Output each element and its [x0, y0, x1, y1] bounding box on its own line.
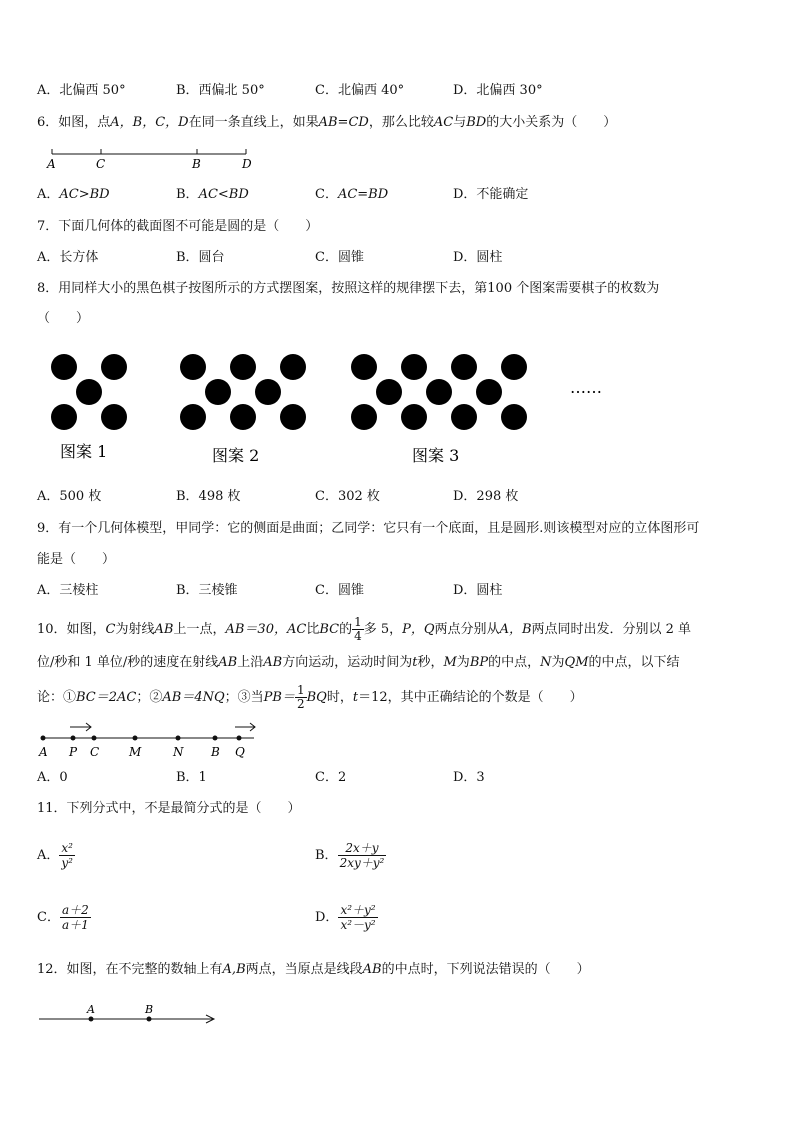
q8-chess-piece: [101, 404, 127, 430]
q8-chess-piece: [51, 354, 77, 380]
q9-stem-line2: 能是（ ）: [37, 552, 116, 567]
q10-fraction-half: $\frac{1}{2}$: [296, 683, 305, 711]
q8-chess-piece: [351, 404, 377, 430]
q6-points: A，B，C，D: [110, 115, 189, 130]
q11-fraction-a: $\frac{\text{x²}}{\text{y²}}$: [61, 841, 73, 870]
q9-stem-line1: 9．有一个几何体模型，甲同学：它的侧面是曲面；乙同学：它只有一个底面，且是圆形.则该模型对应的立体图形可: [37, 521, 700, 536]
q8-chess-piece: [230, 354, 256, 380]
q6-label-d: D: [242, 157, 252, 171]
q5-option-c: C．北偏西 40°: [315, 83, 405, 98]
q10-label-c: C: [90, 745, 100, 759]
q6-stem: [37, 115, 616, 131]
q8-chess-piece: [280, 354, 306, 380]
q10-label-m: M: [129, 745, 142, 759]
q7-option-b: B．圆台: [176, 250, 225, 265]
q8-pattern-figure: [40, 345, 640, 475]
q8-chess-piece: [205, 379, 231, 405]
q12-stem: 12．如图，在不完整的数轴上有A,B两点，当原点是线段AB的中点时，下列说法错误的（ ）: [37, 962, 590, 977]
q6-stem-text: 与: [453, 115, 467, 130]
q8-chess-piece: [426, 379, 452, 405]
q8-chess-piece: [51, 404, 77, 430]
q6-option-d: D．不能确定: [453, 187, 529, 202]
q10-stem-line3: 论：①BC＝2AC；②AB＝4NQ；③当PB＝ $\frac{1}{2}$ BQ时，t＝12，其中正确结论的个数是（ ）: [37, 683, 583, 711]
q6-option-b: B．AC<BD: [176, 187, 249, 202]
q8-chess-piece: [76, 379, 102, 405]
q6-stem-text: 的大小关系为（ ）: [486, 115, 617, 130]
q11-fraction-c: $\frac{a+2}{a+1}$: [61, 903, 89, 932]
q6-stem-text: ，那么比较: [368, 115, 434, 130]
q7-option-c: C．圆锥: [315, 250, 364, 265]
q8-chess-piece: [401, 354, 427, 380]
q5-option-a: A．北偏西 50°: [37, 83, 126, 98]
q10-stem-line2: 位/秒和 1 单位/秒的速度在射线AB上沿AB方向运动，运动时间为t秒，M为BP的中点，N为QM的中点，以下结: [37, 655, 680, 670]
q8-option-a: A．500 枚: [37, 489, 102, 504]
q5-option-b: B．西偏北 50°: [176, 83, 265, 98]
q8-chess-piece: [255, 379, 281, 405]
q8-option-d: D．298 枚: [453, 489, 519, 504]
q6-figure-segment: [40, 144, 260, 174]
q6-stem-text: 6．如图，点: [37, 115, 111, 130]
q5-option-d: D．北偏西 30°: [453, 83, 543, 98]
q6-stem-text: 在同一条直线上，如果: [188, 115, 319, 130]
q8-chess-piece: [351, 354, 377, 380]
q8-chess-piece: [280, 404, 306, 430]
q6-ac: AC: [433, 115, 454, 130]
q6-condition: AB=CD: [318, 115, 369, 130]
q10-option-c: C．2: [315, 770, 347, 785]
q8-caption-3: 图案 3: [412, 446, 460, 465]
q11-fraction-d: $\frac{\text{x²＋y²}}{\text{x²－y²}}$: [340, 903, 376, 932]
q8-stem-line2: （ ）: [37, 311, 90, 326]
q8-ellipsis: ……: [570, 378, 602, 397]
q9-option-a: A．三棱柱: [37, 583, 99, 598]
q10-option-a: A．0: [37, 770, 68, 785]
q9-option-b: B．三棱锥: [176, 583, 238, 598]
q9-option-c: C．圆锥: [315, 583, 364, 598]
q7-stem: 7．下面几何体的截面图不可能是圆的是（ ）: [37, 219, 319, 234]
q11-stem: 11．下列分式中，不是最简分式的是（ ）: [37, 801, 301, 816]
q8-chess-piece: [476, 379, 502, 405]
q10-label-a: A: [39, 745, 48, 759]
q8-chess-piece: [180, 404, 206, 430]
q8-chess-piece: [501, 354, 527, 380]
q8-chess-piece: [230, 404, 256, 430]
q6-option-a: A．AC>BD: [37, 187, 110, 202]
q10-label-b: B: [211, 745, 220, 759]
q9-option-d: D．圆柱: [453, 583, 503, 598]
q11-option-d: D． $\frac{\text{x²＋y²}}{\text{x²－y²}}$: [315, 903, 376, 932]
q8-caption-1: 图案 1: [60, 442, 108, 461]
q6-option-c: C．AC=BD: [315, 187, 389, 202]
q10-stem-line1: 10．如图，C为射线AB上一点，AB＝30，AC比BC的 $\frac{1}{4}$ 多 5，P，Q两点分别从A，B两点同时出发．分别以 2 单: [37, 615, 692, 643]
q8-chess-piece: [180, 354, 206, 380]
q10-figure-ray: [34, 718, 264, 762]
q11-option-a: A． $\frac{\text{x²}}{\text{y²}}$: [37, 841, 73, 870]
q8-chess-piece: [376, 379, 402, 405]
q6-label-b: B: [192, 157, 201, 171]
q10-option-d: D．3: [453, 770, 485, 785]
q12-label-a: A: [87, 1003, 95, 1016]
q10-option-b: B．1: [176, 770, 207, 785]
q8-option-b: B．498 枚: [176, 489, 241, 504]
q7-option-a: A．长方体: [37, 250, 99, 265]
q6-bd: BD: [466, 115, 487, 130]
q6-label-c: C: [96, 157, 106, 171]
q8-chess-piece: [451, 404, 477, 430]
q11-option-b: B． $\frac{2x+y}{\text{2xy＋y²}}$: [315, 841, 385, 870]
q8-chess-piece: [451, 354, 477, 380]
q6-label-a: A: [47, 157, 56, 171]
q8-option-c: C．302 枚: [315, 489, 380, 504]
q8-chess-piece: [501, 404, 527, 430]
q10-label-n: N: [173, 745, 184, 759]
q8-caption-2: 图案 2: [212, 446, 260, 465]
q12-label-b: B: [145, 1003, 154, 1016]
q8-chess-piece: [401, 404, 427, 430]
q11-fraction-b: $\frac{2x+y}{\text{2xy＋y²}}$: [339, 841, 385, 870]
q11-option-c: C． $\frac{a+2}{a+1}$: [37, 903, 89, 932]
q10-label-p: P: [69, 745, 78, 759]
q8-chess-piece: [101, 354, 127, 380]
q7-option-d: D．圆柱: [453, 250, 503, 265]
q10-label-q: Q: [235, 745, 245, 759]
q12-number-line: [36, 1000, 226, 1030]
q10-fraction-quarter: $\frac{1}{4}$: [354, 615, 362, 643]
q8-stem: 8．用同样大小的黑色棋子按图所示的方式摆图案，按照这样的规律摆下去，第100 个图案需要棋子的枚数为: [37, 281, 660, 296]
